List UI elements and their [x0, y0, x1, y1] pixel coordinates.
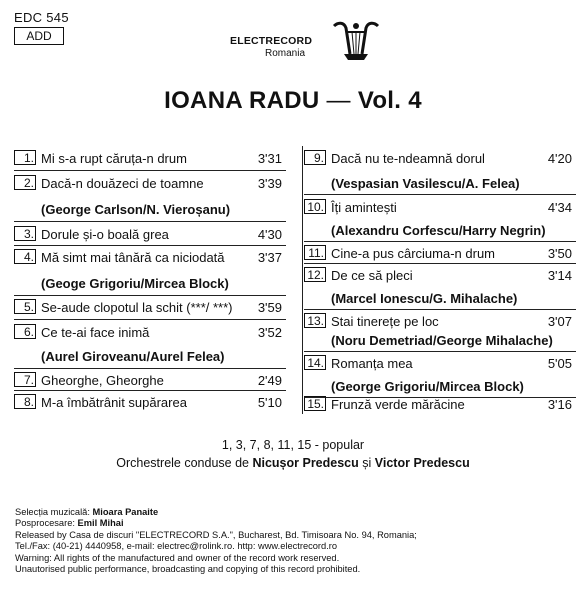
conductor-name: Victor Predescu — [374, 456, 470, 470]
track-row — [14, 173, 284, 193]
row-separator — [14, 245, 286, 246]
track-title: Frunză verde mărăcine — [331, 397, 465, 412]
track-number: 10. — [304, 199, 326, 214]
row-separator — [304, 263, 576, 264]
artist-name: IOANA RADU — [164, 87, 320, 114]
electrecord-logo — [230, 18, 390, 66]
track-title: Ce te-ai face inimă — [41, 325, 150, 340]
track-row — [14, 297, 284, 317]
orchestra-prefix: Orchestrele conduse de — [116, 456, 249, 470]
track-duration: 3'59 — [257, 300, 282, 315]
credit-label: Selecția muzicală: — [15, 507, 90, 517]
track-number: 8. — [14, 394, 36, 409]
row-separator — [14, 390, 286, 391]
contact-info: Tel./Fax: (40-21) 4440958, e-mail: electrec@rolink.ro. http: www.electrecord.ro — [15, 541, 338, 552]
track-duration: 3'07 — [547, 314, 572, 329]
conjunction: și — [362, 456, 372, 470]
album-title — [0, 87, 586, 115]
track-title: Dorule și-o boală grea — [41, 227, 169, 242]
track-number: 12. — [304, 267, 326, 282]
row-separator — [304, 241, 576, 242]
track-row — [304, 243, 574, 263]
track-duration: 3'52 — [257, 325, 282, 340]
copy-warning: Unautorised public performance, broadcasting and copying of this record prohibited. — [15, 564, 361, 575]
track-number: 11. — [304, 245, 326, 260]
track-row — [14, 148, 284, 168]
track-title: Dacă nu te-ndeamnă dorul — [331, 151, 485, 166]
track-title: Stai tinerețe pe loc — [331, 314, 439, 329]
credit-name: Mioara Panaite — [92, 507, 159, 517]
track-number: 2. — [14, 175, 36, 190]
logo-country: Romania — [265, 48, 306, 59]
track-number: 5. — [14, 299, 36, 314]
track-title: Cine-a pus cârciuma-n drum — [331, 246, 496, 261]
conductor-name: Nicușor Predescu — [252, 456, 359, 470]
row-separator — [14, 221, 286, 222]
column-divider — [302, 146, 303, 414]
track-row — [304, 311, 574, 331]
track-duration: 3'37 — [257, 250, 282, 265]
track-number: 4. — [14, 249, 36, 264]
title-separator: — — [326, 87, 351, 114]
track-credit: (Geoge Grigoriu/Mircea Block) — [41, 276, 229, 291]
tracklist — [14, 142, 574, 414]
track-number: 15. — [304, 396, 326, 411]
track-number: 14. — [304, 355, 326, 370]
selection-credit — [15, 507, 575, 518]
volume-label: Vol. 4 — [357, 87, 422, 114]
row-separator — [304, 194, 576, 195]
catalog-number: EDC 545 — [14, 10, 69, 25]
popular-note: 1, 3, 7, 8, 11, 15 - popular — [221, 438, 365, 452]
credit-name: Emil Mihai — [77, 518, 124, 529]
format-badge: ADD — [14, 27, 64, 45]
row-separator — [14, 295, 286, 296]
orchestra-note — [0, 456, 586, 470]
track-title: Gheorghe, Gheorghe — [41, 373, 164, 388]
logo-wordmark: ELECTRECORD — [230, 35, 313, 47]
lyre-icon — [330, 20, 382, 62]
track-duration: 4'34 — [547, 200, 572, 215]
track-credit: (George Grigoriu/Mircea Block) — [331, 379, 524, 394]
track-row — [304, 197, 574, 217]
track-row — [304, 353, 574, 373]
track-credit: (Noru Demetriad/George Mihalache) — [331, 333, 553, 348]
track-credit: (Alexandru Corfescu/Harry Negrin) — [331, 223, 546, 238]
track-credit: (Marcel Ionescu/G. Mihalache) — [331, 291, 518, 306]
credits-footer — [15, 507, 575, 575]
track-row — [14, 224, 284, 244]
track-duration: 4'20 — [547, 151, 572, 166]
track-number: 3. — [14, 226, 36, 241]
track-title: M-a îmbătrânit supărarea — [41, 395, 187, 410]
track-number: 6. — [14, 324, 36, 339]
track-duration: 5'05 — [547, 356, 572, 371]
track-title: Se-aude clopotul la schit (***/ ***) — [41, 300, 233, 315]
track-row — [14, 322, 284, 342]
track-credit: (Aurel Giroveanu/Aurel Felea) — [41, 349, 225, 364]
postprocess-credit — [15, 518, 575, 529]
track-title: Îți amintești — [331, 200, 397, 215]
track-row — [14, 392, 284, 412]
track-duration: 3'16 — [547, 397, 572, 412]
track-row — [304, 265, 574, 285]
track-title: De ce să pleci — [331, 268, 413, 283]
row-separator — [14, 319, 286, 320]
track-duration: 4'30 — [257, 227, 282, 242]
row-separator — [304, 309, 576, 310]
track-row — [14, 247, 284, 267]
track-row — [304, 148, 574, 168]
track-duration: 2'49 — [257, 373, 282, 388]
track-number: 13. — [304, 313, 326, 328]
track-title: Dacă-n douăzeci de toamne — [41, 176, 204, 191]
track-duration: 3'14 — [547, 268, 572, 283]
track-duration: 3'39 — [257, 176, 282, 191]
row-separator — [14, 368, 286, 369]
track-duration: 3'31 — [257, 151, 282, 166]
track-credit: (Vespasian Vasilescu/A. Felea) — [331, 176, 520, 191]
track-row — [304, 394, 574, 414]
track-number: 1. — [14, 150, 36, 165]
row-separator — [304, 351, 576, 352]
credit-label: Posprocesare: — [15, 518, 75, 529]
track-duration: 5'10 — [257, 395, 282, 410]
row-separator — [14, 170, 286, 171]
rights-warning: Warning: All rights of the manufactured and owner of the record work reserved. — [15, 552, 340, 563]
track-number: 9. — [304, 150, 326, 165]
track-number: 7. — [14, 372, 36, 387]
track-credit: (George Carlson/N. Vieroșanu) — [41, 202, 231, 217]
track-duration: 3'50 — [547, 246, 572, 261]
track-row — [14, 370, 284, 390]
track-title: Romanța mea — [331, 356, 413, 371]
track-title: Mi s-a rupt căruța-n drum — [41, 151, 187, 166]
release-info: Released by Casa de discuri "ELECTRECORD S.A.", Bucharest, Bd. Timisoara No. 94, Romania; — [15, 529, 417, 540]
track-title: Mă simt mai tânără ca niciodată — [41, 250, 225, 265]
